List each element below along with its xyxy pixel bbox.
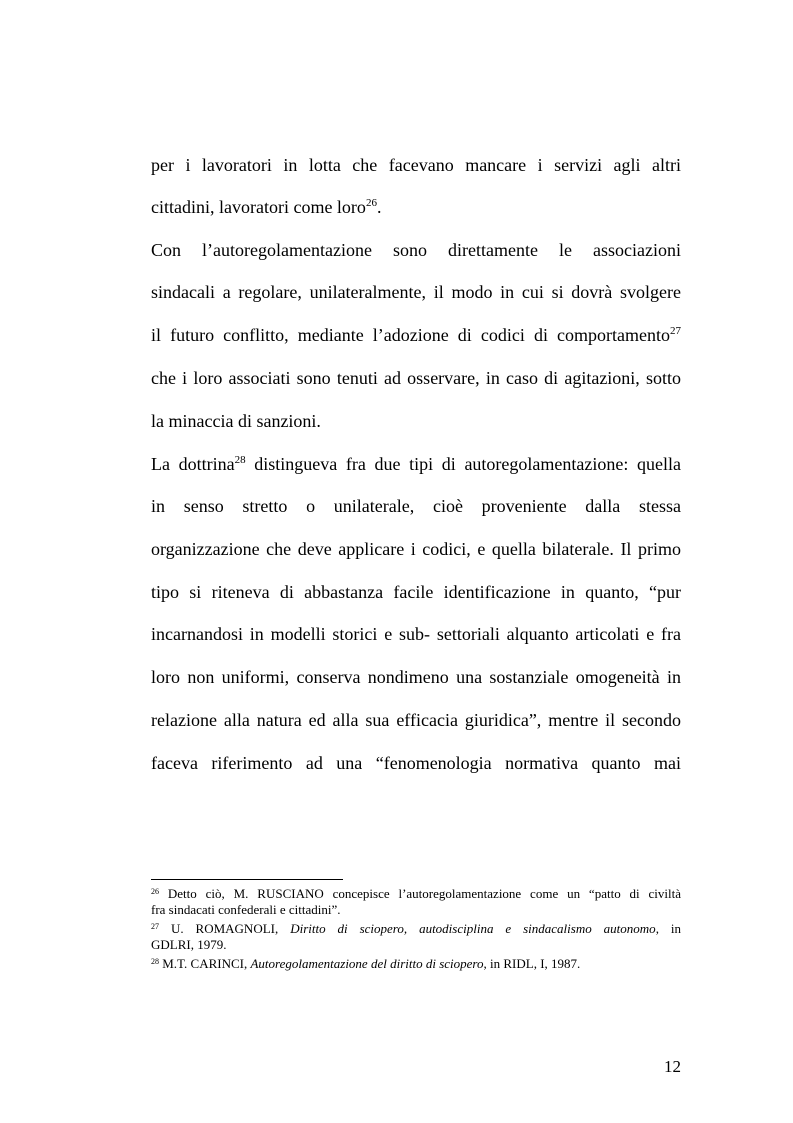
- footnote-ref-28[interactable]: 28: [234, 454, 246, 467]
- body-line-5-text: il futuro conflitto, mediante l’adozione di codici di comportamento: [151, 325, 670, 345]
- body-line-7: [151, 409, 681, 433]
- body-line-9: [151, 494, 681, 518]
- body-line-8: [151, 452, 681, 476]
- body-line-10: [151, 537, 681, 561]
- body-line-4: [151, 280, 681, 304]
- body-line-14-text: relazione alla natura ed alla sua efficacia giuridica”, mentre il secondo: [151, 710, 681, 730]
- body-line-11-text: tipo si riteneva di abbastanza facile identificazione in quanto, “pur: [151, 582, 681, 602]
- footnote-27-author: U. ROMAGNOLI,: [170, 921, 291, 936]
- footnote-28-number: 28: [151, 956, 159, 966]
- body-line-4-text: sindacali a regolare, unilateralmente, il modo in cui si dovrà svolgere: [151, 282, 681, 302]
- footnote-26-text-2: fra sindacati confederali e cittadini”.: [151, 902, 341, 917]
- body-line-2-after: .: [376, 197, 382, 217]
- body-line-1: [151, 153, 681, 177]
- body-line-12-text: incarnandosi in modelli storici e sub- settoriali alquanto articolati e fra: [151, 624, 681, 644]
- footnote-ref-27[interactable]: 27: [670, 325, 681, 338]
- body-line-12: [151, 622, 681, 646]
- body-line-13-text: loro non uniformi, conserva nondimeno una sostanziale omogeneità in: [151, 667, 681, 687]
- footnote-separator: [151, 879, 343, 880]
- footnote-27-number: 27: [151, 921, 159, 931]
- body-line-6-text: che i loro associati sono tenuti ad osservare, in caso di agitazioni, sotto: [151, 368, 681, 388]
- footnote-26-line-1: [151, 886, 681, 902]
- body-line-10-text: organizzazione che deve applicare i codici, e quella bilaterale. Il primo: [151, 539, 681, 559]
- page-number: 12: [664, 1057, 681, 1076]
- body-line-8-text: La dottrina: [151, 454, 235, 474]
- footnote-27-line-2: [151, 937, 681, 953]
- body-line-5: [151, 323, 681, 347]
- footnote-28-author: M.T. CARINCI,: [162, 956, 251, 971]
- body-line-15: [151, 751, 681, 775]
- body-line-2-text: cittadini, lavoratori come loro: [151, 197, 366, 217]
- body-line-1-text: per i lavoratori in lotta che facevano mancare i servizi agli altri: [151, 155, 681, 175]
- body-line-15-text: faceva riferimento ad una “fenomenologia normativa quanto mai: [151, 753, 681, 773]
- footnote-28-title: Autoregolamentazione del diritto di sciopero: [250, 956, 484, 971]
- footnote-26-text-1: Detto ciò, M. RUSCIANO concepisce l’autoregolamentazione come un “patto di civiltà: [167, 886, 682, 901]
- body-line-8-after: distingueva fra due tipi di autoregolamentazione: quella: [245, 454, 681, 474]
- body-line-2: [151, 195, 681, 219]
- footnote-28-rest: , in RIDL, I, 1987.: [483, 956, 581, 971]
- body-line-3-text: Con l’autoregolamentazione sono direttamente le associazioni: [151, 240, 681, 260]
- footnote-27-title: Diritto di sciopero, autodisciplina e sindacalismo autonomo: [290, 921, 656, 936]
- body-line-9-text: in senso stretto o unilaterale, cioè proveniente dalla stessa: [151, 496, 681, 516]
- footnote-27-line-1: [151, 921, 681, 937]
- body-line-6: [151, 366, 681, 390]
- body-line-11: [151, 580, 681, 604]
- footnote-26-line-2: [151, 902, 681, 918]
- body-line-14: [151, 708, 681, 732]
- footnote-ref-26[interactable]: 26: [365, 197, 377, 210]
- body-line-7-text: la minaccia di sanzioni.: [151, 411, 321, 431]
- footnote-27-rest: , in: [655, 921, 681, 936]
- footnote-28-line-1: [151, 956, 681, 972]
- body-line-3: [151, 238, 681, 262]
- body-line-13: [151, 665, 681, 689]
- footnote-27-text-2: GDLRI, 1979.: [151, 937, 227, 952]
- footnote-26-number: 26: [151, 886, 159, 896]
